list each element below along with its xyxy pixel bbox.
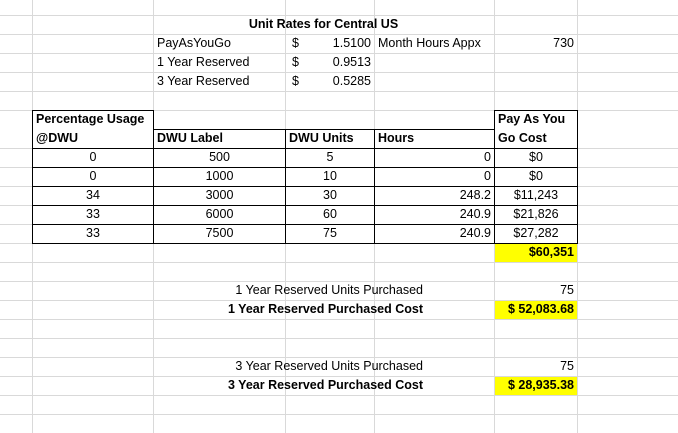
border-line: [32, 224, 578, 225]
pct-cell: 33: [86, 207, 100, 221]
header-dwu-units: DWU Units: [289, 131, 354, 145]
border-line: [32, 110, 153, 111]
border-line: [32, 148, 578, 149]
gridline: [0, 395, 678, 396]
pct-cell: 0: [89, 169, 97, 183]
gridline: [0, 414, 678, 415]
pct-cell: 0: [89, 150, 97, 164]
border-line: [32, 167, 578, 168]
rate-currency: $: [292, 55, 299, 69]
border-line: [285, 129, 286, 244]
reserved-3yr-cost-value: $ 28,935.38: [507, 378, 574, 392]
hours-cell: 248.2: [459, 188, 491, 202]
header-hours: Hours: [378, 131, 415, 145]
dwu-label-cell: 1000: [205, 169, 234, 183]
dwu-label-cell: 500: [209, 150, 230, 164]
month-hours-label: Month Hours Appx: [378, 36, 481, 50]
rate-label: PayAsYouGo: [157, 36, 231, 50]
border-line: [577, 110, 578, 244]
header-cost-line2: Go Cost: [498, 131, 547, 145]
header-dwu-label: DWU Label: [157, 131, 223, 145]
border-line: [374, 129, 375, 244]
hours-cell: 0: [484, 150, 491, 164]
dwu-units-cell: 30: [323, 188, 337, 202]
dwu-units-cell: 60: [323, 207, 337, 221]
total-cost: $60,351: [528, 245, 574, 259]
dwu-label-cell: 6000: [205, 207, 234, 221]
border-line: [32, 243, 578, 244]
rate-currency: $: [292, 74, 299, 88]
rate-currency: $: [292, 36, 299, 50]
hours-cell: 0: [484, 169, 491, 183]
header-pct-line1: Percentage Usage: [36, 112, 145, 126]
hours-cell: 240.9: [459, 207, 491, 221]
cost-cell: $0: [529, 169, 543, 183]
reserved-1yr-units-label: 1 Year Reserved Units Purchased: [235, 283, 423, 297]
cost-cell: $27,282: [513, 226, 559, 240]
reserved-3yr-units-value: 75: [560, 359, 574, 373]
border-line: [32, 186, 578, 187]
cost-cell: $0: [529, 150, 543, 164]
rate-label: 1 Year Reserved: [157, 55, 250, 69]
rates-title: Unit Rates for Central US: [248, 17, 399, 31]
header-cost-line1: Pay As You: [498, 112, 566, 126]
gridline: [0, 319, 678, 320]
reserved-1yr-units-value: 75: [560, 283, 574, 297]
month-hours-value: 730: [553, 36, 574, 50]
gridline: [0, 338, 678, 339]
border-line: [153, 110, 154, 244]
rate-value: 0.9513: [332, 55, 371, 69]
border-line: [32, 205, 578, 206]
reserved-3yr-cost-label: 3 Year Reserved Purchased Cost: [227, 378, 423, 392]
rate-label: 3 Year Reserved: [157, 74, 250, 88]
pct-cell: 33: [86, 226, 100, 240]
gridline: [0, 262, 678, 263]
gridline: [0, 91, 678, 92]
dwu-units-cell: 5: [326, 150, 334, 164]
rate-value: 0.5285: [332, 74, 371, 88]
header-pct-line2: @DWU: [36, 131, 79, 145]
reserved-1yr-cost-label: 1 Year Reserved Purchased Cost: [227, 302, 423, 316]
dwu-units-cell: 10: [323, 169, 337, 183]
border-line: [494, 110, 578, 111]
hours-cell: 240.9: [459, 226, 491, 240]
dwu-units-cell: 75: [323, 226, 337, 240]
border-line: [153, 129, 494, 130]
dwu-label-cell: 3000: [205, 188, 234, 202]
dwu-label-cell: 7500: [205, 226, 234, 240]
border-line: [32, 110, 33, 244]
pct-cell: 34: [86, 188, 100, 202]
reserved-1yr-cost-value: $ 52,083.68: [507, 302, 574, 316]
reserved-3yr-units-label: 3 Year Reserved Units Purchased: [235, 359, 423, 373]
border-line: [494, 110, 495, 244]
rate-value: 1.5100: [332, 36, 371, 50]
cost-cell: $21,826: [513, 207, 559, 221]
cost-cell: $11,243: [513, 188, 559, 202]
